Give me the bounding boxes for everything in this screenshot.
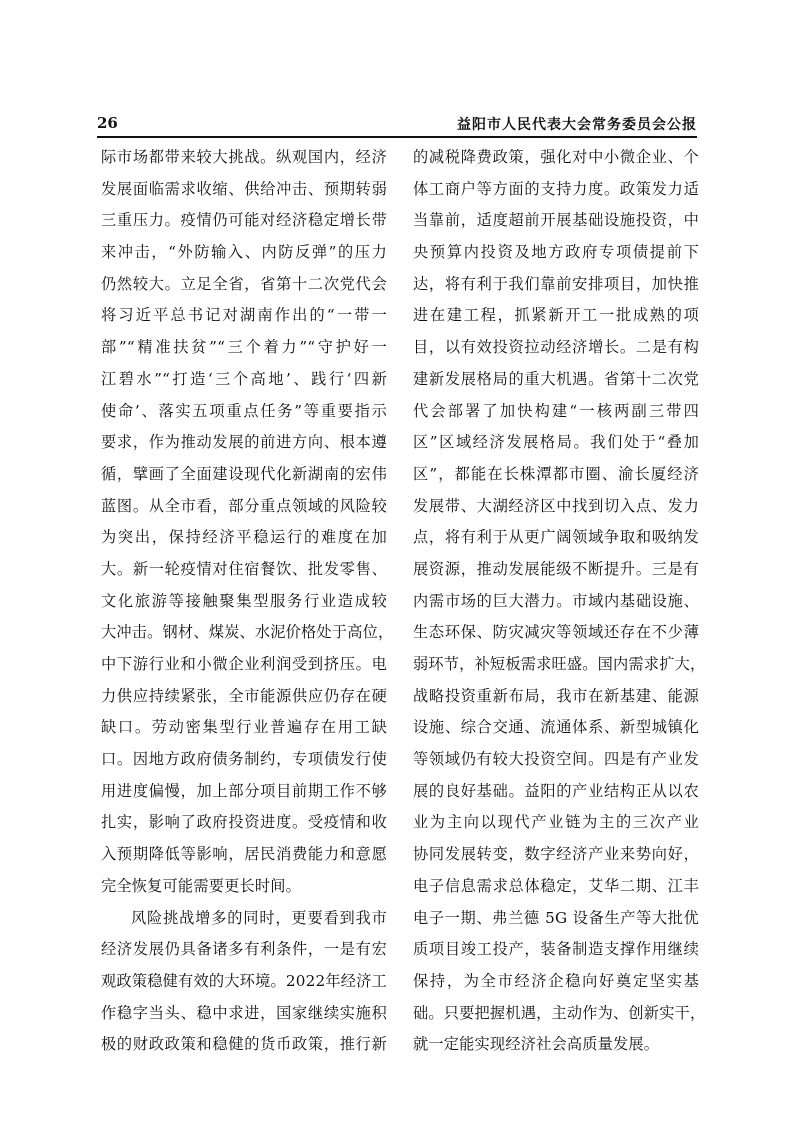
text-line: 为突出，保持经济平稳运行的难度在加 [101,528,387,547]
text-line: 蓝图。从全市看，部分重点领域的风险较 [101,496,387,515]
text-line: 区”区域经济发展格局。我们处于“叠加 [413,433,699,452]
text-line: 的减税降费政策，强化对中小微企业、个 [413,148,699,166]
text-line: 生态环保、防灾减灾等领域还存在不少薄 [413,623,699,642]
text-line: 观政策稳健有效的大环境。2022年经济工 [101,971,387,990]
text-line: 入预期降低等影响，居民消费能力和意愿 [101,845,387,864]
text-line: 力供应持续紧张，全市能源供应仍存在硬 [101,686,387,705]
text-line: 战略投资重新布局，我市在新基建、能源 [413,686,699,705]
text-line: 代会部署了加快构建“一核两副三带四 [413,401,699,420]
text-line: 际市场都带来较大挑战。纵观国内，经济 [101,148,387,166]
text-line: 区”，都能在长株潭都市圈、渝长厦经济 [413,464,699,483]
text-line: 保持，为全市经济企稳向好奠定坚实基 [413,971,699,990]
text-line: 发展带、大湖经济区中找到切入点、发力 [413,496,699,515]
text-line: 循，擘画了全面建设现代化新湖南的宏伟 [101,464,387,483]
text-line: 目，以有效投资拉动经济增长。二是有构 [413,338,699,357]
text-line: 使命’、落实五项重点任务”等重要指示 [101,401,387,420]
text-line: 口。因地方政府债务制约，专项债发行使 [101,750,387,769]
text-line: 江碧水”“打造‘三个高地’、践行‘四新 [101,369,387,388]
text-line: 就一定能实现经济社会高质量发展。 [413,1035,660,1054]
text-line: 用进度偏慢，加上部分项目前期工作不够 [101,781,387,800]
text-line: 经济发展仍具备诸多有利条件，一是有宏 [101,940,387,959]
text-line: 极的财政政策和稳健的货币政策，推行新 [101,1035,387,1054]
text-line: 三重压力。疫情仍可能对经济稳定增长带 [101,211,387,230]
text-line: 业为主向以现代产业链为主的三次产业 [413,813,699,832]
header-rule [97,136,697,138]
text-line: 点，将有利于从更广阔领域争取和吸纳发 [413,528,699,547]
text-line: 等领域仍有较大投资空间。四是有产业发 [413,750,699,769]
text-line: 内需市场的巨大潜力。市域内基础设施、 [413,591,699,610]
text-line: 础。只要把握机遇，主动作为、创新实干， [413,1003,706,1022]
text-line: 缺口。劳动密集型行业普遍存在用工缺 [101,718,387,737]
text-line: 来冲击，“外防输入、内防反弹”的压力 [101,243,387,262]
text-line: 达，将有利于我们靠前安排项目，加快推 [413,274,699,293]
text-line: 央预算内投资及地方政府专项债提前下 [413,243,699,262]
text-line: 扎实，影响了政府投资进度。受疫情和收 [101,813,387,832]
text-line: 中下游行业和小微企业利润受到挤压。电 [101,655,387,673]
text-line: 当靠前，适度超前开展基础设施投资，中 [413,211,699,230]
journal-title: 益阳市人民代表大会常务委员会公报 [457,117,697,133]
page-number: 26 [97,114,118,132]
text-line: 发展面临需求收缩、供给冲击、预期转弱 [101,179,387,198]
right-column [413,142,706,1061]
text-line: 大冲击。钢材、煤炭、水泥价格处于高位， [101,623,394,642]
text-line: 将习近平总书记对湖南作出的“一带一 [101,306,387,325]
paragraph-start-line: 风险挑战增多的同时，更要看到我市 [131,908,387,927]
text-line: 建新发展格局的重大机遇。省第十二次党 [413,369,699,388]
text-line: 大。新一轮疫情对住宿餐饮、批发零售、 [101,559,387,578]
text-line: 电子一期、弗兰德 5G 设备生产等大批优 [413,908,699,927]
text-line: 仍然较大。立足全省，省第十二次党代会 [101,274,387,293]
text-line: 进在建工程，抓紧新开工一批成熟的项 [413,306,699,325]
page-header [97,112,697,134]
text-line: 电子信息需求总体稳定，艾华二期、江丰 [413,876,699,895]
text-line: 完全恢复可能需要更长时间。 [101,876,302,895]
text-line: 展的良好基础。益阳的产业结构正从以农 [413,781,699,800]
text-line: 部”“精准扶贫”“三个着力”“守护好一 [101,338,387,357]
text-line: 设施、综合交通、流通体系、新型城镇化 [413,718,699,737]
text-line: 展资源，推动发展能级不断提升。三是有 [413,559,699,578]
text-line: 要求，作为推动发展的前进方向、根本遵 [101,433,387,452]
text-line: 文化旅游等接触聚集型服务行业造成较 [101,591,387,610]
text-line: 弱环节，补短板需求旺盛。国内需求扩大， [413,655,706,673]
left-column [101,142,394,1061]
text-line: 协同发展转变，数字经济产业来势向好， [413,845,699,864]
text-line: 作稳字当头、稳中求进，国家继续实施积 [101,1003,387,1022]
text-line: 体工商户等方面的支持力度。政策发力适 [413,179,699,198]
text-line: 质项目竣工投产，装备制造支撑作用继续 [413,940,699,959]
